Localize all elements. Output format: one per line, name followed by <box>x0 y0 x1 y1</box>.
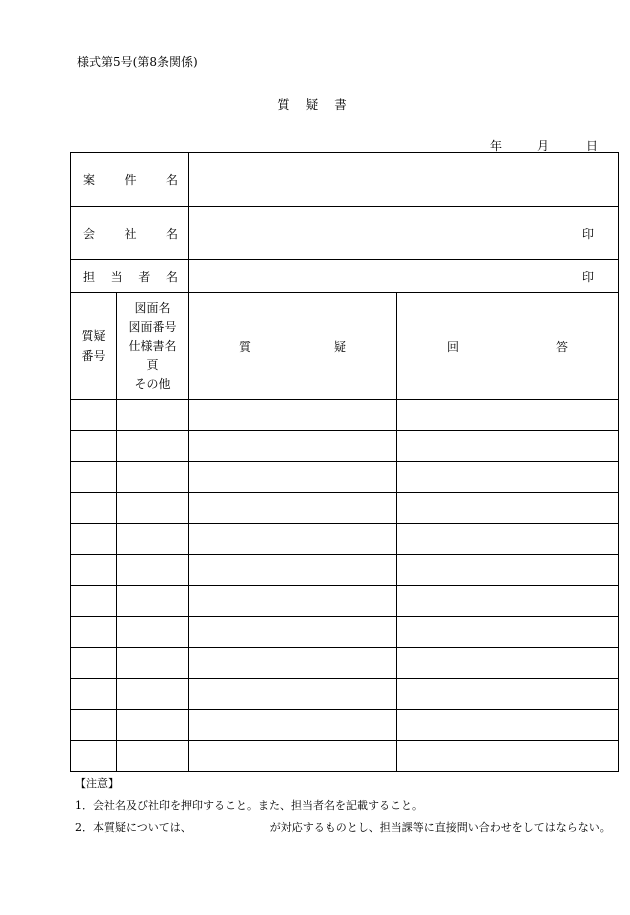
question-number-cell[interactable] <box>71 431 117 462</box>
question-number-cell[interactable] <box>71 400 117 431</box>
note-item-1: 1．会社名及び社印を押印すること。また、担当者名を記載すること。 <box>75 799 423 812</box>
notes-section <box>75 773 611 839</box>
answer-cell[interactable] <box>397 617 619 648</box>
answer-cell[interactable] <box>397 741 619 772</box>
question-number-cell[interactable] <box>71 462 117 493</box>
question-number-cell[interactable] <box>71 524 117 555</box>
reference-cell[interactable] <box>117 555 189 586</box>
person-in-charge-field[interactable] <box>189 260 619 293</box>
question-cell[interactable] <box>189 679 397 710</box>
company-name-row <box>71 207 619 260</box>
question-cell[interactable] <box>189 741 397 772</box>
answer-cell[interactable] <box>397 400 619 431</box>
date-day-label: 日 <box>586 139 599 153</box>
question-cell[interactable] <box>189 648 397 679</box>
table-row <box>71 741 619 772</box>
question-cell[interactable] <box>189 710 397 741</box>
question-number-cell[interactable] <box>71 741 117 772</box>
question-cell[interactable] <box>189 617 397 648</box>
table-row <box>71 710 619 741</box>
note-item-2: 2．本質疑については、 が対応するものとし、担当課等に直接問い合わせをしてはならない。 <box>75 821 611 834</box>
table-row <box>71 679 619 710</box>
company-name-field[interactable] <box>189 207 619 260</box>
reference-cell[interactable] <box>117 400 189 431</box>
project-name-field[interactable] <box>189 153 619 207</box>
question-number-cell[interactable] <box>71 586 117 617</box>
table-row <box>71 648 619 679</box>
question-cell[interactable] <box>189 431 397 462</box>
question-cell[interactable] <box>189 462 397 493</box>
table-row <box>71 586 619 617</box>
question-number-cell[interactable] <box>71 679 117 710</box>
header-answer: 回 答 <box>397 293 619 400</box>
reference-cell[interactable] <box>117 524 189 555</box>
question-number-cell[interactable] <box>71 493 117 524</box>
reference-cell[interactable] <box>117 586 189 617</box>
question-cell[interactable] <box>189 400 397 431</box>
answer-cell[interactable] <box>397 524 619 555</box>
table-row <box>71 431 619 462</box>
answer-cell[interactable] <box>397 710 619 741</box>
answer-cell[interactable] <box>397 493 619 524</box>
document-title: 質 疑 書 <box>277 97 353 112</box>
question-number-cell[interactable] <box>71 710 117 741</box>
reference-cell[interactable] <box>117 493 189 524</box>
company-name-label: 会 社 名 <box>71 207 189 260</box>
header-question: 質 疑 <box>189 293 397 400</box>
header-reference: 図面名 図面番号 仕様書名 頁 その他 <box>117 293 189 400</box>
table-row <box>71 617 619 648</box>
reference-cell[interactable] <box>117 617 189 648</box>
answer-cell[interactable] <box>397 462 619 493</box>
table-row <box>71 524 619 555</box>
table-header-row <box>71 293 619 400</box>
reference-cell[interactable] <box>117 648 189 679</box>
reference-cell[interactable] <box>117 462 189 493</box>
table-row <box>71 462 619 493</box>
project-name-label: 案 件 名 <box>71 153 189 207</box>
reference-cell[interactable] <box>117 741 189 772</box>
table-row <box>71 555 619 586</box>
question-number-cell[interactable] <box>71 648 117 679</box>
answer-cell[interactable] <box>397 555 619 586</box>
form-number: 様式第5号(第8条関係) <box>77 55 198 69</box>
person-in-charge-row <box>71 260 619 293</box>
person-in-charge-label: 担 当 者 名 <box>71 260 189 293</box>
table-row <box>71 400 619 431</box>
date-month-label: 月 <box>537 139 550 153</box>
question-cell[interactable] <box>189 524 397 555</box>
answer-cell[interactable] <box>397 648 619 679</box>
project-name-row <box>71 153 619 207</box>
question-form-table <box>70 152 619 772</box>
question-cell[interactable] <box>189 586 397 617</box>
reference-cell[interactable] <box>117 710 189 741</box>
answer-cell[interactable] <box>397 679 619 710</box>
reference-cell[interactable] <box>117 679 189 710</box>
table-row <box>71 493 619 524</box>
question-cell[interactable] <box>189 493 397 524</box>
date-year-label: 年 <box>490 139 503 153</box>
question-number-cell[interactable] <box>71 617 117 648</box>
header-question-number: 質疑 番号 <box>71 293 117 400</box>
answer-cell[interactable] <box>397 586 619 617</box>
person-seal-mark: 印 <box>582 269 595 284</box>
company-seal-mark: 印 <box>582 226 595 241</box>
notes-heading: 【注意】 <box>75 777 119 790</box>
question-number-cell[interactable] <box>71 555 117 586</box>
question-cell[interactable] <box>189 555 397 586</box>
reference-cell[interactable] <box>117 431 189 462</box>
answer-cell[interactable] <box>397 431 619 462</box>
